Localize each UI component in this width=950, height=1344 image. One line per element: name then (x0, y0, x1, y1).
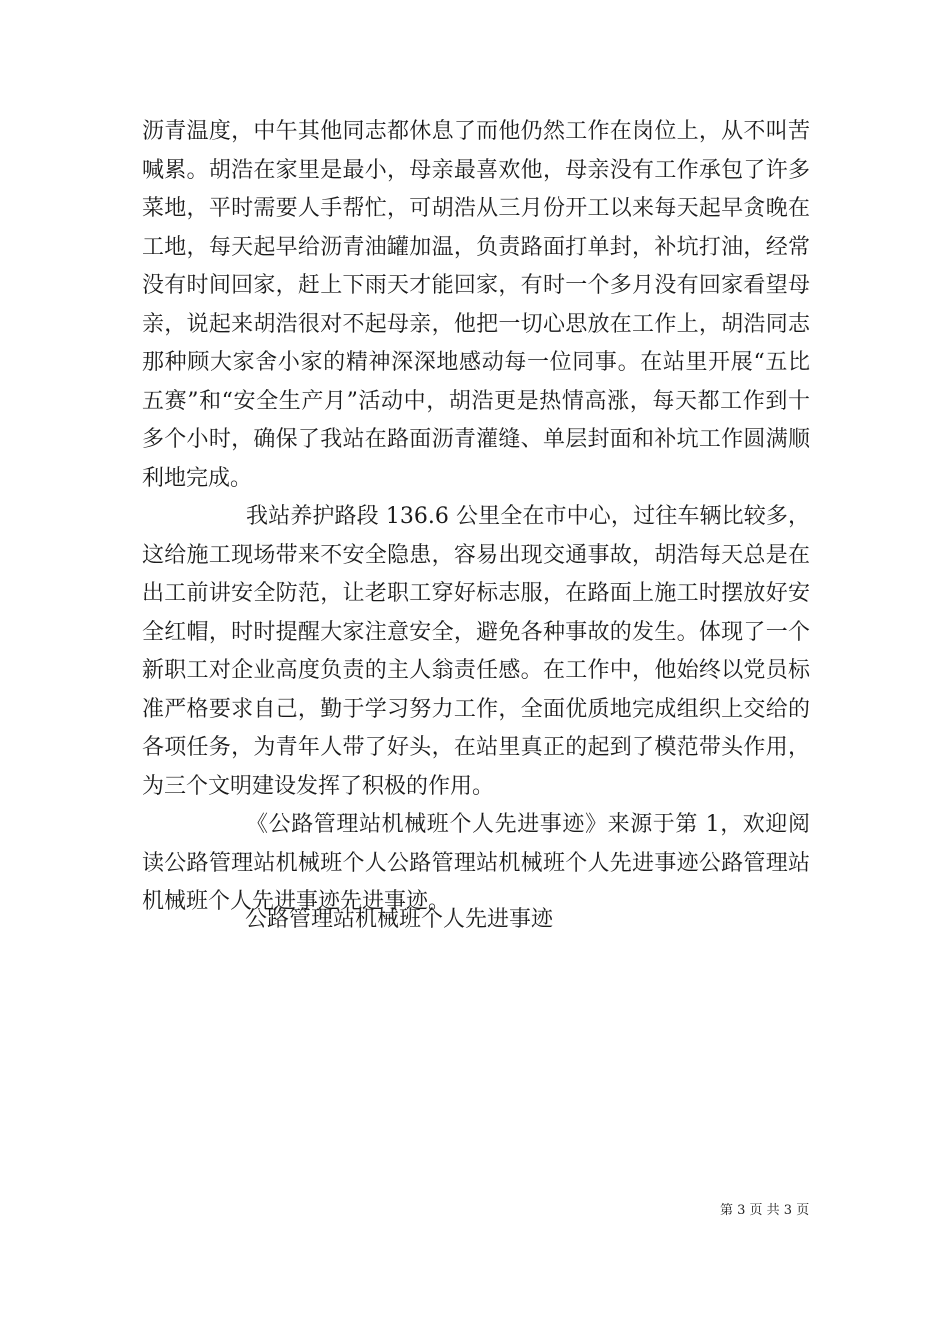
closing-title: 公路管理站机械班个人先进事迹 (245, 907, 554, 932)
paragraph-continuation: 沥青温度，中午其他同志都休息了而他仍然工作在岗位上，从不叫苦喊累。胡浩在家里是最小，母亲最喜欢他，母亲没有工作承包了许多菜地，平时需要人手帮忙，可胡浩从三月份开工以来每天起早贪晚在工地，每天起早给沥青油罐加温，负责路面打单封，补坑打油，经常没有时间回家，赶上下雨天才能回家，有时一个多月没有回家看望母亲，说起来胡浩很对不起母亲，他把一切心思放在工作上，胡浩同志那种顾大家舍小家的精神深深地感动每一位同事。在站里开展“五比五赛”和“安全生产月”活动中，胡浩更是热情高涨，每天都工作到十多个小时，确保了我站在路面沥青灌缝、单层封面和补坑工作圆满顺利地完成。 (142, 119, 810, 491)
page-footer: 第 3 页 共 3 页 (720, 1203, 810, 1218)
document-body (142, 113, 810, 922)
paragraph-safety: 我站养护路段 136.6 公里全在市中心，过往车辆比较多，这给施工现场带来不安全隐患，容易出现交通事故，胡浩每天总是在出工前讲安全防范，让老职工穿好标志服，在路面上施工时摆放好安全红帽，时时提醒大家注意安全，避免各种事故的发生。体现了一个新职工对企业高度负责的主人翁责任感。在工作中，他始终以党员标准严格要求自己，勤于学习努力工作，全面优质地完成组织上交给的各项任务，为青年人带了好头，在站里真正的起到了模范带头作用，为三个文明建设发挥了积极的作用。 (142, 504, 810, 799)
paragraph-source-note: 《公路管理站机械班个人先进事迹》来源于第 1，欢迎阅读公路管理站机械班个人公路管理站机械班个人先进事迹公路管理站机械班个人先进事迹先进事迹。 (142, 812, 810, 914)
